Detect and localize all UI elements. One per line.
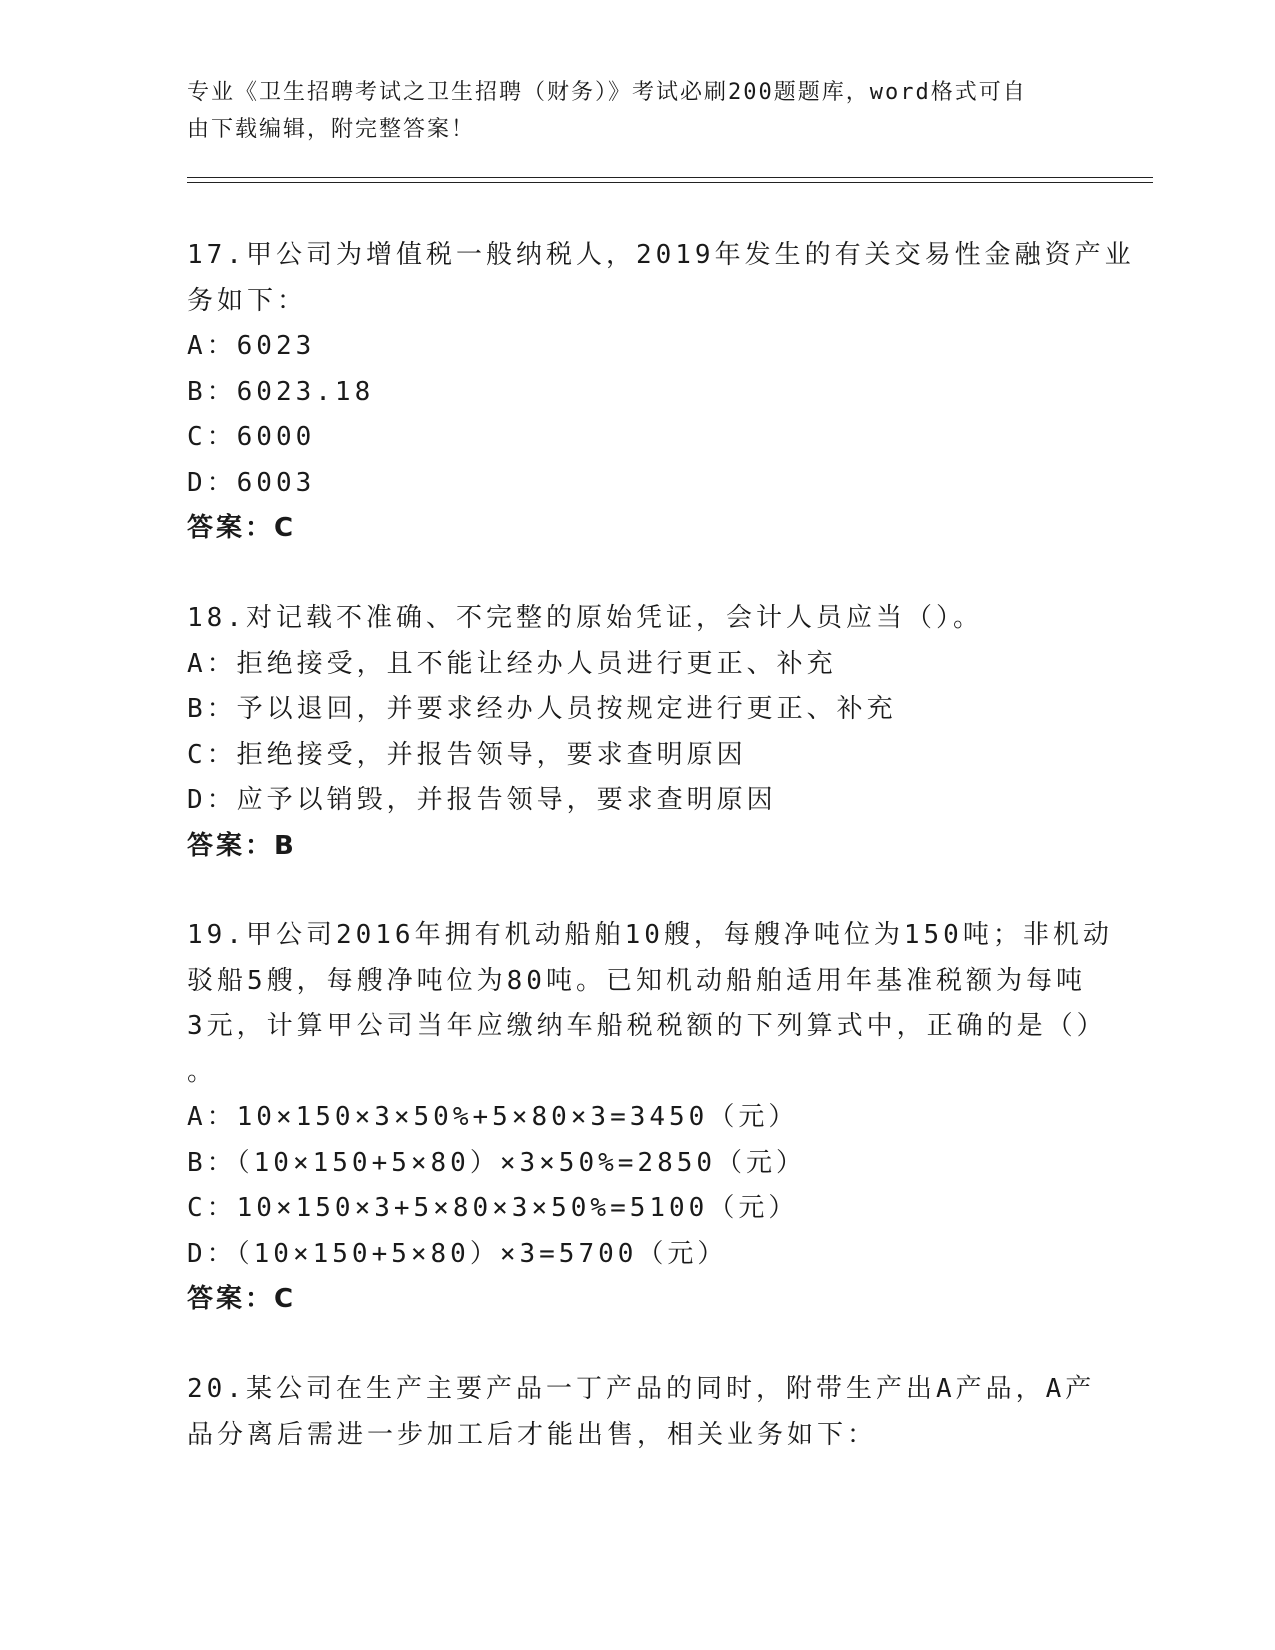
header-divider-top [187, 177, 1153, 178]
option-c: C：拒绝接受，并报告领导，要求查明原因 [187, 739, 747, 770]
header-line-2: 由下载编辑，附完整答案！ [187, 117, 476, 142]
option-b: B：6023.18 [187, 376, 375, 407]
option-d: D：应予以销毁，并报告领导，要求查明原因 [187, 785, 777, 815]
question-20 [187, 1367, 1096, 1458]
question-stem-line: 17.甲公司为增值税一般纳税人，2019年发生的有关交易性金融资产业 [187, 240, 1135, 270]
answer-line: 答案：C [187, 513, 297, 543]
option-c: C：10×150×3+5×80×3×50%=5100（元） [187, 1193, 799, 1223]
option-a: A：10×150×3×50%+5×80×3=3450（元） [187, 1102, 799, 1132]
question-stem-line: 19.甲公司2016年拥有机动船舶10艘，每艘净吨位为150吨；非机动 [187, 920, 1113, 950]
option-d: D：（10×150+5×80）×3=5700（元） [187, 1238, 728, 1269]
option-c: C：6000 [187, 422, 316, 452]
question-stem-line: 驳船5艘，每艘净吨位为80吨。已知机动船舶适用年基准税额为每吨 [187, 965, 1086, 996]
document-header [187, 74, 1067, 148]
option-a: A：拒绝接受，且不能让经办人员进行更正、补充 [187, 648, 837, 679]
header-line-1: 专业《卫生招聘考试之卫生招聘（财务）》考试必刷200题题库，word格式可自 [187, 80, 1027, 105]
question-18 [187, 596, 1087, 869]
question-stem-line: 20.某公司在生产主要产品一丁产品的同时，附带生产出A产品，A产 [187, 1374, 1096, 1404]
question-19 [187, 913, 1113, 1323]
question-stem-line: 。 [187, 1056, 218, 1087]
option-b: B：予以退回，并要求经办人员按规定进行更正、补充 [187, 694, 897, 724]
question-stem-line: 务如下： [187, 285, 308, 316]
option-d: D：6003 [187, 467, 316, 498]
question-stem-line: 3元，计算甲公司当年应缴纳车船税税额的下列算式中，正确的是（） [187, 1011, 1107, 1041]
question-17 [187, 233, 1135, 552]
option-a: A：6023 [187, 331, 316, 361]
option-b: B：（10×150+5×80）×3×50%=2850（元） [187, 1147, 807, 1178]
answer-line: 答案：C [187, 1284, 297, 1314]
answer-line: 答案：B [187, 830, 297, 861]
question-stem-line: 品分离后需进一步加工后才能出售，相关业务如下： [187, 1419, 878, 1450]
question-stem-line: 18.对记载不准确、不完整的原始凭证，会计人员应当（）。 [187, 603, 983, 633]
header-divider-bottom [187, 182, 1153, 183]
